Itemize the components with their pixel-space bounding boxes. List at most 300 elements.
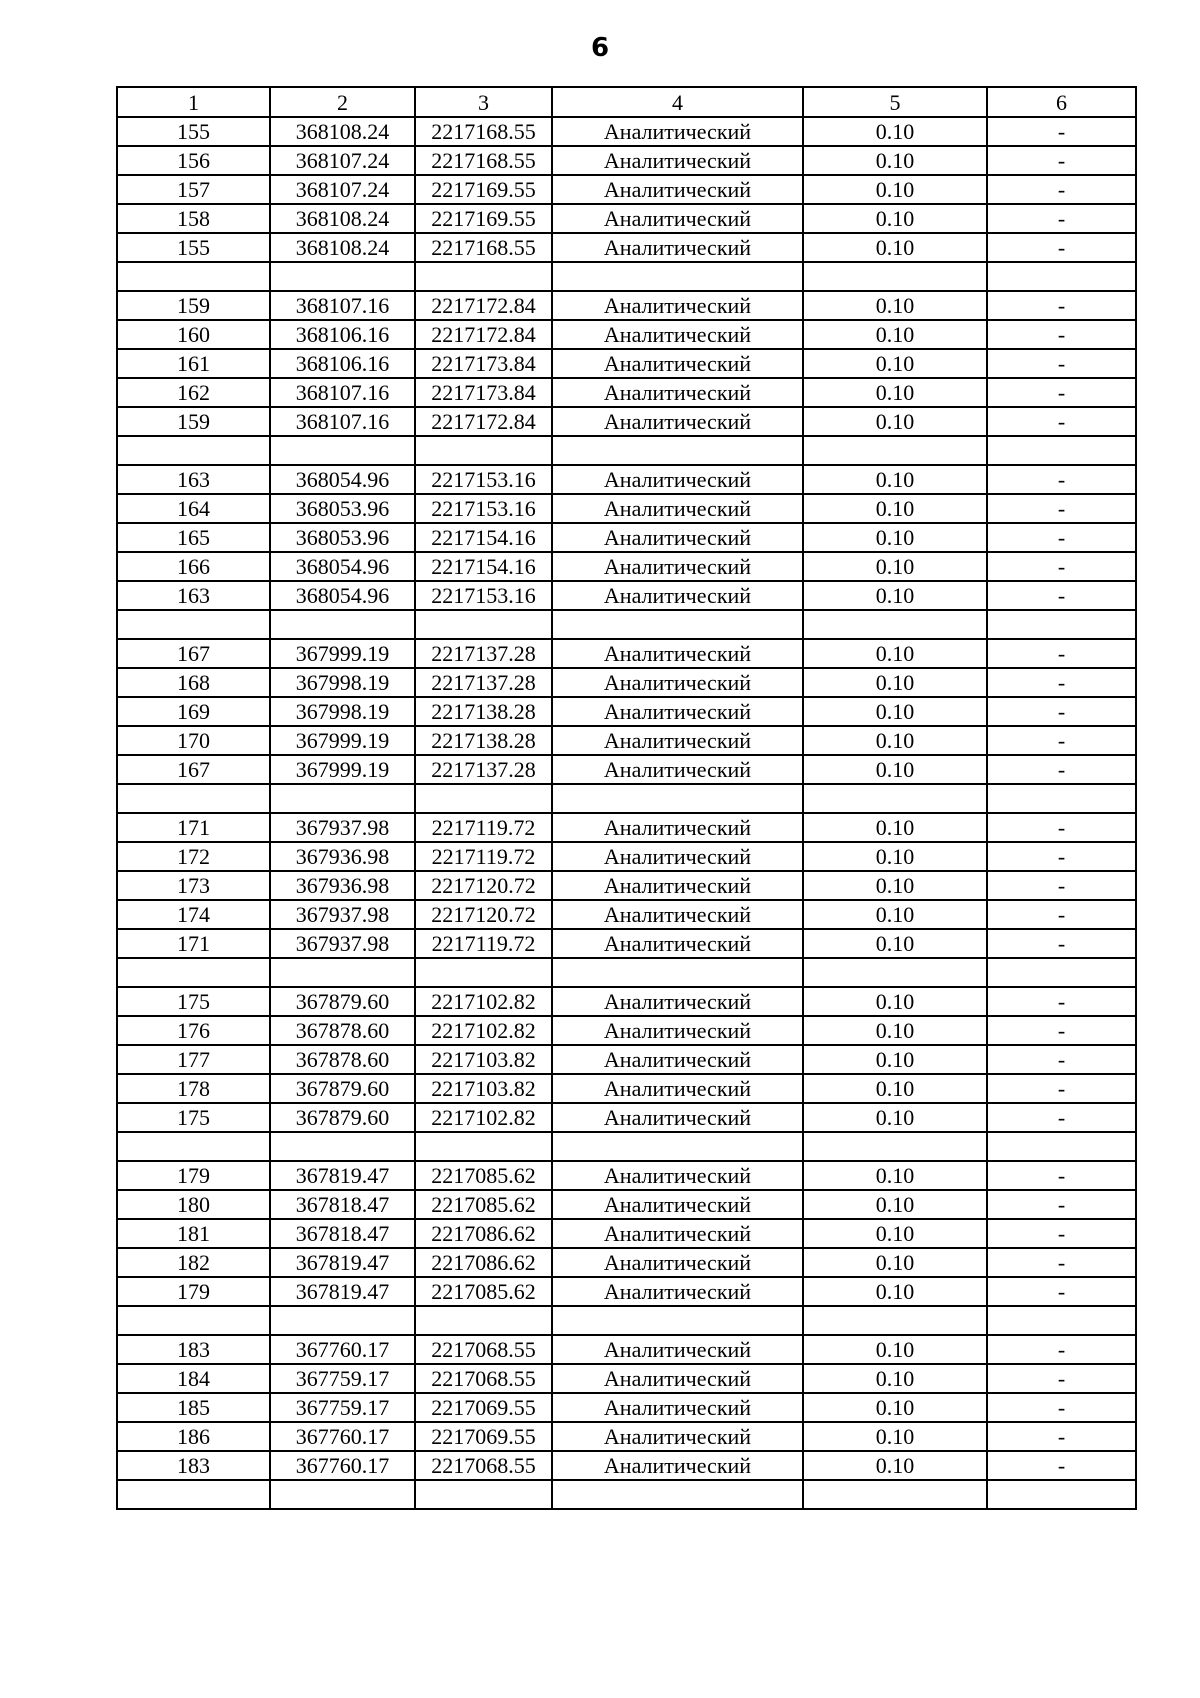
table-body	[117, 117, 1136, 1509]
table-row	[117, 204, 1136, 233]
table-row	[117, 552, 1136, 581]
point-number-cell: 158	[117, 204, 270, 233]
note-cell: -	[987, 1190, 1136, 1219]
table-row	[117, 146, 1136, 175]
x-coordinate-cell: 368053.96	[270, 523, 415, 552]
accuracy-cell: 0.10	[803, 1161, 987, 1190]
note-cell: -	[987, 233, 1136, 262]
table-row	[117, 668, 1136, 697]
y-coordinate-cell: 2217137.28	[415, 639, 552, 668]
method-cell	[552, 1306, 803, 1335]
method-cell: Аналитический	[552, 1161, 803, 1190]
column-header: 4	[552, 87, 803, 117]
point-number-cell: 162	[117, 378, 270, 407]
method-cell	[552, 610, 803, 639]
table-row	[117, 784, 1136, 813]
table-row	[117, 291, 1136, 320]
method-cell: Аналитический	[552, 349, 803, 378]
x-coordinate-cell: 367937.98	[270, 929, 415, 958]
point-number-cell: 182	[117, 1248, 270, 1277]
y-coordinate-cell: 2217102.82	[415, 1103, 552, 1132]
method-cell	[552, 262, 803, 291]
method-cell: Аналитический	[552, 871, 803, 900]
method-cell: Аналитический	[552, 552, 803, 581]
note-cell: -	[987, 378, 1136, 407]
table-row	[117, 407, 1136, 436]
point-number-cell: 181	[117, 1219, 270, 1248]
note-cell: -	[987, 697, 1136, 726]
method-cell: Аналитический	[552, 494, 803, 523]
note-cell: -	[987, 1335, 1136, 1364]
x-coordinate-cell: 367760.17	[270, 1422, 415, 1451]
method-cell: Аналитический	[552, 639, 803, 668]
accuracy-cell: 0.10	[803, 117, 987, 146]
point-number-cell: 185	[117, 1393, 270, 1422]
accuracy-cell: 0.10	[803, 1103, 987, 1132]
x-coordinate-cell	[270, 958, 415, 987]
point-number-cell: 155	[117, 233, 270, 262]
point-number-cell: 175	[117, 1103, 270, 1132]
note-cell	[987, 1306, 1136, 1335]
x-coordinate-cell: 367819.47	[270, 1161, 415, 1190]
y-coordinate-cell	[415, 958, 552, 987]
method-cell: Аналитический	[552, 755, 803, 784]
point-number-cell: 179	[117, 1277, 270, 1306]
table-row	[117, 117, 1136, 146]
x-coordinate-cell: 368106.16	[270, 320, 415, 349]
accuracy-cell: 0.10	[803, 726, 987, 755]
y-coordinate-cell: 2217172.84	[415, 407, 552, 436]
x-coordinate-cell: 368107.16	[270, 378, 415, 407]
y-coordinate-cell: 2217168.55	[415, 146, 552, 175]
x-coordinate-cell: 367999.19	[270, 639, 415, 668]
table-row	[117, 233, 1136, 262]
y-coordinate-cell: 2217137.28	[415, 755, 552, 784]
method-cell: Аналитический	[552, 813, 803, 842]
y-coordinate-cell	[415, 610, 552, 639]
method-cell: Аналитический	[552, 1277, 803, 1306]
table-row	[117, 755, 1136, 784]
accuracy-cell: 0.10	[803, 639, 987, 668]
point-number-cell: 174	[117, 900, 270, 929]
accuracy-cell	[803, 1132, 987, 1161]
method-cell	[552, 1132, 803, 1161]
x-coordinate-cell: 367759.17	[270, 1364, 415, 1393]
table-row	[117, 378, 1136, 407]
point-number-cell: 161	[117, 349, 270, 378]
table-row	[117, 639, 1136, 668]
method-cell: Аналитический	[552, 1045, 803, 1074]
method-cell: Аналитический	[552, 1248, 803, 1277]
point-number-cell: 163	[117, 581, 270, 610]
point-number-cell: 167	[117, 639, 270, 668]
x-coordinate-cell: 368054.96	[270, 581, 415, 610]
accuracy-cell: 0.10	[803, 1248, 987, 1277]
note-cell: -	[987, 842, 1136, 871]
y-coordinate-cell: 2217068.55	[415, 1364, 552, 1393]
accuracy-cell: 0.10	[803, 1451, 987, 1480]
column-header: 3	[415, 87, 552, 117]
point-number-cell: 171	[117, 929, 270, 958]
accuracy-cell	[803, 1306, 987, 1335]
x-coordinate-cell: 368053.96	[270, 494, 415, 523]
method-cell: Аналитический	[552, 378, 803, 407]
accuracy-cell: 0.10	[803, 204, 987, 233]
point-number-cell: 173	[117, 871, 270, 900]
table-row	[117, 987, 1136, 1016]
x-coordinate-cell: 367760.17	[270, 1451, 415, 1480]
x-coordinate-cell: 367879.60	[270, 1103, 415, 1132]
x-coordinate-cell	[270, 436, 415, 465]
note-cell: -	[987, 871, 1136, 900]
method-cell	[552, 436, 803, 465]
y-coordinate-cell	[415, 784, 552, 813]
method-cell: Аналитический	[552, 407, 803, 436]
header-row	[117, 87, 1136, 117]
accuracy-cell	[803, 958, 987, 987]
table-row	[117, 900, 1136, 929]
point-number-cell: 183	[117, 1451, 270, 1480]
x-coordinate-cell	[270, 1306, 415, 1335]
accuracy-cell: 0.10	[803, 697, 987, 726]
x-coordinate-cell: 367879.60	[270, 987, 415, 1016]
accuracy-cell: 0.10	[803, 175, 987, 204]
note-cell: -	[987, 494, 1136, 523]
accuracy-cell: 0.10	[803, 1364, 987, 1393]
y-coordinate-cell: 2217085.62	[415, 1161, 552, 1190]
x-coordinate-cell: 367999.19	[270, 726, 415, 755]
y-coordinate-cell: 2217103.82	[415, 1074, 552, 1103]
y-coordinate-cell: 2217153.16	[415, 581, 552, 610]
y-coordinate-cell: 2217169.55	[415, 204, 552, 233]
table-row	[117, 494, 1136, 523]
point-number-cell: 172	[117, 842, 270, 871]
y-coordinate-cell: 2217153.16	[415, 465, 552, 494]
method-cell: Аналитический	[552, 900, 803, 929]
method-cell: Аналитический	[552, 929, 803, 958]
note-cell: -	[987, 291, 1136, 320]
note-cell: -	[987, 1364, 1136, 1393]
note-cell	[987, 1480, 1136, 1509]
x-coordinate-cell: 367998.19	[270, 697, 415, 726]
accuracy-cell: 0.10	[803, 1190, 987, 1219]
method-cell: Аналитический	[552, 1016, 803, 1045]
coordinates-table	[116, 86, 1137, 1510]
note-cell: -	[987, 320, 1136, 349]
note-cell: -	[987, 407, 1136, 436]
point-number-cell: 166	[117, 552, 270, 581]
x-coordinate-cell: 367818.47	[270, 1219, 415, 1248]
table-row	[117, 1306, 1136, 1335]
method-cell: Аналитический	[552, 668, 803, 697]
table-row	[117, 1335, 1136, 1364]
x-coordinate-cell: 368107.24	[270, 175, 415, 204]
x-coordinate-cell: 367878.60	[270, 1045, 415, 1074]
accuracy-cell: 0.10	[803, 494, 987, 523]
x-coordinate-cell: 367879.60	[270, 1074, 415, 1103]
point-number-cell: 183	[117, 1335, 270, 1364]
y-coordinate-cell	[415, 1306, 552, 1335]
point-number-cell: 155	[117, 117, 270, 146]
y-coordinate-cell: 2217069.55	[415, 1393, 552, 1422]
x-coordinate-cell: 367937.98	[270, 900, 415, 929]
method-cell: Аналитический	[552, 1190, 803, 1219]
method-cell: Аналитический	[552, 233, 803, 262]
column-header: 6	[987, 87, 1136, 117]
method-cell: Аналитический	[552, 1364, 803, 1393]
x-coordinate-cell: 368107.24	[270, 146, 415, 175]
y-coordinate-cell: 2217086.62	[415, 1248, 552, 1277]
method-cell: Аналитический	[552, 175, 803, 204]
point-number-cell	[117, 1306, 270, 1335]
accuracy-cell	[803, 436, 987, 465]
y-coordinate-cell: 2217085.62	[415, 1190, 552, 1219]
accuracy-cell: 0.10	[803, 1074, 987, 1103]
table-row	[117, 1103, 1136, 1132]
method-cell: Аналитический	[552, 523, 803, 552]
table-row	[117, 610, 1136, 639]
accuracy-cell: 0.10	[803, 842, 987, 871]
table-row	[117, 262, 1136, 291]
point-number-cell	[117, 262, 270, 291]
table-row	[117, 1132, 1136, 1161]
table-row	[117, 1422, 1136, 1451]
y-coordinate-cell	[415, 1132, 552, 1161]
y-coordinate-cell: 2217102.82	[415, 1016, 552, 1045]
point-number-cell: 184	[117, 1364, 270, 1393]
note-cell	[987, 610, 1136, 639]
method-cell: Аналитический	[552, 1074, 803, 1103]
y-coordinate-cell	[415, 1480, 552, 1509]
table-row	[117, 726, 1136, 755]
accuracy-cell: 0.10	[803, 1219, 987, 1248]
point-number-cell	[117, 436, 270, 465]
note-cell: -	[987, 639, 1136, 668]
accuracy-cell: 0.10	[803, 320, 987, 349]
accuracy-cell: 0.10	[803, 900, 987, 929]
y-coordinate-cell: 2217172.84	[415, 291, 552, 320]
accuracy-cell: 0.10	[803, 1393, 987, 1422]
point-number-cell: 186	[117, 1422, 270, 1451]
point-number-cell: 177	[117, 1045, 270, 1074]
accuracy-cell: 0.10	[803, 1016, 987, 1045]
point-number-cell: 167	[117, 755, 270, 784]
accuracy-cell: 0.10	[803, 929, 987, 958]
accuracy-cell: 0.10	[803, 813, 987, 842]
point-number-cell: 176	[117, 1016, 270, 1045]
accuracy-cell: 0.10	[803, 668, 987, 697]
note-cell: -	[987, 175, 1136, 204]
table-row	[117, 1074, 1136, 1103]
y-coordinate-cell: 2217068.55	[415, 1335, 552, 1364]
accuracy-cell: 0.10	[803, 378, 987, 407]
x-coordinate-cell	[270, 262, 415, 291]
method-cell: Аналитический	[552, 1335, 803, 1364]
method-cell: Аналитический	[552, 465, 803, 494]
table-row	[117, 1277, 1136, 1306]
y-coordinate-cell: 2217173.84	[415, 349, 552, 378]
table-row	[117, 697, 1136, 726]
y-coordinate-cell: 2217085.62	[415, 1277, 552, 1306]
accuracy-cell: 0.10	[803, 523, 987, 552]
note-cell	[987, 1132, 1136, 1161]
y-coordinate-cell	[415, 262, 552, 291]
x-coordinate-cell: 368107.16	[270, 407, 415, 436]
x-coordinate-cell	[270, 1480, 415, 1509]
y-coordinate-cell: 2217137.28	[415, 668, 552, 697]
point-number-cell: 178	[117, 1074, 270, 1103]
x-coordinate-cell: 367998.19	[270, 668, 415, 697]
point-number-cell: 163	[117, 465, 270, 494]
table-row	[117, 842, 1136, 871]
point-number-cell	[117, 958, 270, 987]
table-row	[117, 465, 1136, 494]
method-cell: Аналитический	[552, 1219, 803, 1248]
note-cell: -	[987, 349, 1136, 378]
point-number-cell: 159	[117, 407, 270, 436]
point-number-cell: 164	[117, 494, 270, 523]
y-coordinate-cell: 2217103.82	[415, 1045, 552, 1074]
x-coordinate-cell: 368108.24	[270, 204, 415, 233]
accuracy-cell: 0.10	[803, 1335, 987, 1364]
x-coordinate-cell: 367819.47	[270, 1277, 415, 1306]
accuracy-cell: 0.10	[803, 581, 987, 610]
y-coordinate-cell: 2217120.72	[415, 871, 552, 900]
accuracy-cell: 0.10	[803, 146, 987, 175]
accuracy-cell	[803, 262, 987, 291]
y-coordinate-cell: 2217102.82	[415, 987, 552, 1016]
method-cell: Аналитический	[552, 204, 803, 233]
method-cell: Аналитический	[552, 697, 803, 726]
table-row	[117, 958, 1136, 987]
table-row	[117, 1248, 1136, 1277]
x-coordinate-cell: 367936.98	[270, 871, 415, 900]
note-cell	[987, 436, 1136, 465]
x-coordinate-cell: 368054.96	[270, 465, 415, 494]
accuracy-cell: 0.10	[803, 987, 987, 1016]
x-coordinate-cell	[270, 610, 415, 639]
y-coordinate-cell	[415, 436, 552, 465]
y-coordinate-cell: 2217173.84	[415, 378, 552, 407]
y-coordinate-cell: 2217168.55	[415, 233, 552, 262]
y-coordinate-cell: 2217068.55	[415, 1451, 552, 1480]
method-cell: Аналитический	[552, 726, 803, 755]
note-cell: -	[987, 1103, 1136, 1132]
note-cell: -	[987, 581, 1136, 610]
point-number-cell	[117, 1480, 270, 1509]
table-row	[117, 581, 1136, 610]
accuracy-cell: 0.10	[803, 1045, 987, 1074]
y-coordinate-cell: 2217154.16	[415, 523, 552, 552]
y-coordinate-cell: 2217119.72	[415, 813, 552, 842]
accuracy-cell: 0.10	[803, 871, 987, 900]
method-cell: Аналитический	[552, 1451, 803, 1480]
method-cell	[552, 1480, 803, 1509]
point-number-cell: 159	[117, 291, 270, 320]
point-number-cell: 179	[117, 1161, 270, 1190]
note-cell: -	[987, 146, 1136, 175]
table-row	[117, 813, 1136, 842]
y-coordinate-cell: 2217119.72	[415, 842, 552, 871]
method-cell: Аналитический	[552, 117, 803, 146]
note-cell	[987, 958, 1136, 987]
note-cell: -	[987, 117, 1136, 146]
accuracy-cell: 0.10	[803, 755, 987, 784]
accuracy-cell: 0.10	[803, 1422, 987, 1451]
note-cell: -	[987, 726, 1136, 755]
note-cell: -	[987, 1451, 1136, 1480]
point-number-cell	[117, 1132, 270, 1161]
point-number-cell	[117, 784, 270, 813]
x-coordinate-cell	[270, 1132, 415, 1161]
method-cell: Аналитический	[552, 1103, 803, 1132]
x-coordinate-cell	[270, 784, 415, 813]
page-number: 6	[590, 33, 610, 63]
note-cell: -	[987, 987, 1136, 1016]
point-number-cell: 157	[117, 175, 270, 204]
y-coordinate-cell: 2217086.62	[415, 1219, 552, 1248]
note-cell: -	[987, 1074, 1136, 1103]
x-coordinate-cell: 367999.19	[270, 755, 415, 784]
note-cell: -	[987, 1248, 1136, 1277]
note-cell: -	[987, 1161, 1136, 1190]
accuracy-cell: 0.10	[803, 349, 987, 378]
note-cell: -	[987, 755, 1136, 784]
point-number-cell: 160	[117, 320, 270, 349]
x-coordinate-cell: 367760.17	[270, 1335, 415, 1364]
x-coordinate-cell: 368107.16	[270, 291, 415, 320]
note-cell: -	[987, 900, 1136, 929]
x-coordinate-cell: 367819.47	[270, 1248, 415, 1277]
method-cell: Аналитический	[552, 1393, 803, 1422]
point-number-cell: 170	[117, 726, 270, 755]
note-cell: -	[987, 1277, 1136, 1306]
note-cell: -	[987, 465, 1136, 494]
table-row	[117, 871, 1136, 900]
accuracy-cell: 0.10	[803, 1277, 987, 1306]
column-header: 1	[117, 87, 270, 117]
note-cell	[987, 262, 1136, 291]
x-coordinate-cell: 367937.98	[270, 813, 415, 842]
x-coordinate-cell: 368054.96	[270, 552, 415, 581]
note-cell: -	[987, 1016, 1136, 1045]
column-header: 5	[803, 87, 987, 117]
note-cell: -	[987, 813, 1136, 842]
method-cell: Аналитический	[552, 581, 803, 610]
y-coordinate-cell: 2217120.72	[415, 900, 552, 929]
accuracy-cell: 0.10	[803, 552, 987, 581]
accuracy-cell: 0.10	[803, 233, 987, 262]
y-coordinate-cell: 2217168.55	[415, 117, 552, 146]
y-coordinate-cell: 2217069.55	[415, 1422, 552, 1451]
y-coordinate-cell: 2217138.28	[415, 697, 552, 726]
method-cell: Аналитический	[552, 146, 803, 175]
table-row	[117, 1364, 1136, 1393]
note-cell: -	[987, 668, 1136, 697]
point-number-cell: 175	[117, 987, 270, 1016]
accuracy-cell	[803, 1480, 987, 1509]
point-number-cell: 168	[117, 668, 270, 697]
x-coordinate-cell: 367936.98	[270, 842, 415, 871]
y-coordinate-cell: 2217169.55	[415, 175, 552, 204]
x-coordinate-cell: 367878.60	[270, 1016, 415, 1045]
table-row	[117, 175, 1136, 204]
table-row	[117, 929, 1136, 958]
point-number-cell: 156	[117, 146, 270, 175]
method-cell: Аналитический	[552, 842, 803, 871]
y-coordinate-cell: 2217119.72	[415, 929, 552, 958]
x-coordinate-cell: 367818.47	[270, 1190, 415, 1219]
